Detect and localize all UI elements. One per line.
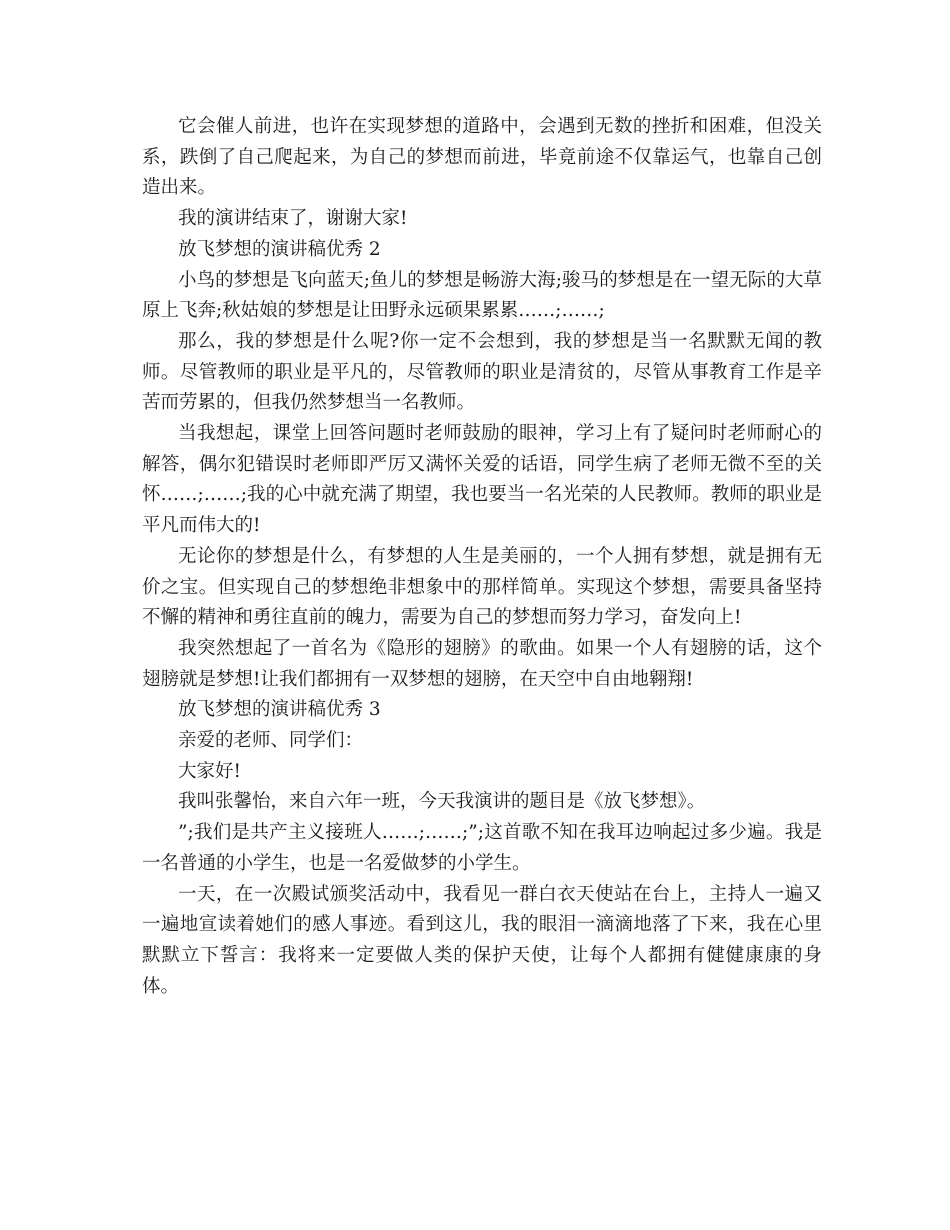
paragraph: 它会催人前进，也许在实现梦想的道路中，会遇到无数的挫折和困难，但没关系，跌倒了自己爬起来，为自己的梦想而前进，毕竟前途不仅靠运气，也靠自己创造出来。	[142, 116, 822, 199]
greeting: 大家好!	[178, 760, 241, 782]
section-heading: 放飞梦想的演讲稿优秀 3	[178, 699, 381, 721]
paragraph: 我突然想起了一首名为《隐形的翅膀》的歌曲。如果一个人有翅膀的话，这个翅膀就是梦想!让我们都拥有一双梦想的翅膀，在天空中自由地翱翔!	[142, 637, 822, 690]
paragraph: 无论你的梦想是什么，有梦想的人生是美丽的，一个人拥有梦想，就是拥有无价之宝。但实现自己的梦想绝非想象中的那样简单。实现这个梦想，需要具备坚持不懈的精神和勇往直前的魄力，需要为自己的梦想而努力学习，奋发向上!	[142, 545, 822, 629]
paragraph: 当我想起，课堂上回答问题时老师鼓励的眼神，学习上有了疑问时老师耐心的解答，偶尔犯错误时老师即严厉又满怀关爱的话语，同学生病了老师无微不至的关怀……;……;我的心中就充满了期望，我也要当一名光荣的人民教师。教师的职业是平凡而伟大的!	[142, 423, 822, 537]
paragraph: 我的演讲结束了，谢谢大家!	[178, 208, 408, 230]
paragraph: ”;我们是共产主义接班人……;……;”;这首歌不知在我耳边响起过多少遍。我是一名普通的小学生，也是一名爱做梦的小学生。	[142, 822, 822, 874]
document-body	[142, 112, 822, 1002]
paragraph: 那么，我的梦想是什么呢?你一定不会想到，我的梦想是当一名默默无闻的教师。尽管教师的职业是平凡的，尽管教师的职业是清贫的，尽管从事教育工作是辛苦而劳累的，但我仍然梦想当一名教师。	[142, 330, 822, 414]
section-heading: 放飞梦想的演讲稿优秀 2	[178, 238, 381, 260]
paragraph: 小鸟的梦想是飞向蓝天;鱼儿的梦想是畅游大海;骏马的梦想是在一望无际的大草原上飞奔;秋姑娘的梦想是让田野永远硕果累累……;……;	[142, 269, 822, 322]
paragraph: 我叫张馨怡，来自六年一班，今天我演讲的题目是《放飞梦想》。	[178, 791, 706, 813]
paragraph: 一天，在一次殿试颁奖活动中，我看见一群白衣天使站在台上，主持人一遍又一遍地宣读着她们的感人事迹。看到这儿，我的眼泪一滴滴地落了下来，我在心里默默立下誓言：我将来一定要做人类的保护天使，让每个人都拥有健健康康的身体。	[142, 883, 822, 997]
salutation: 亲爱的老师、同学们：	[178, 730, 364, 752]
